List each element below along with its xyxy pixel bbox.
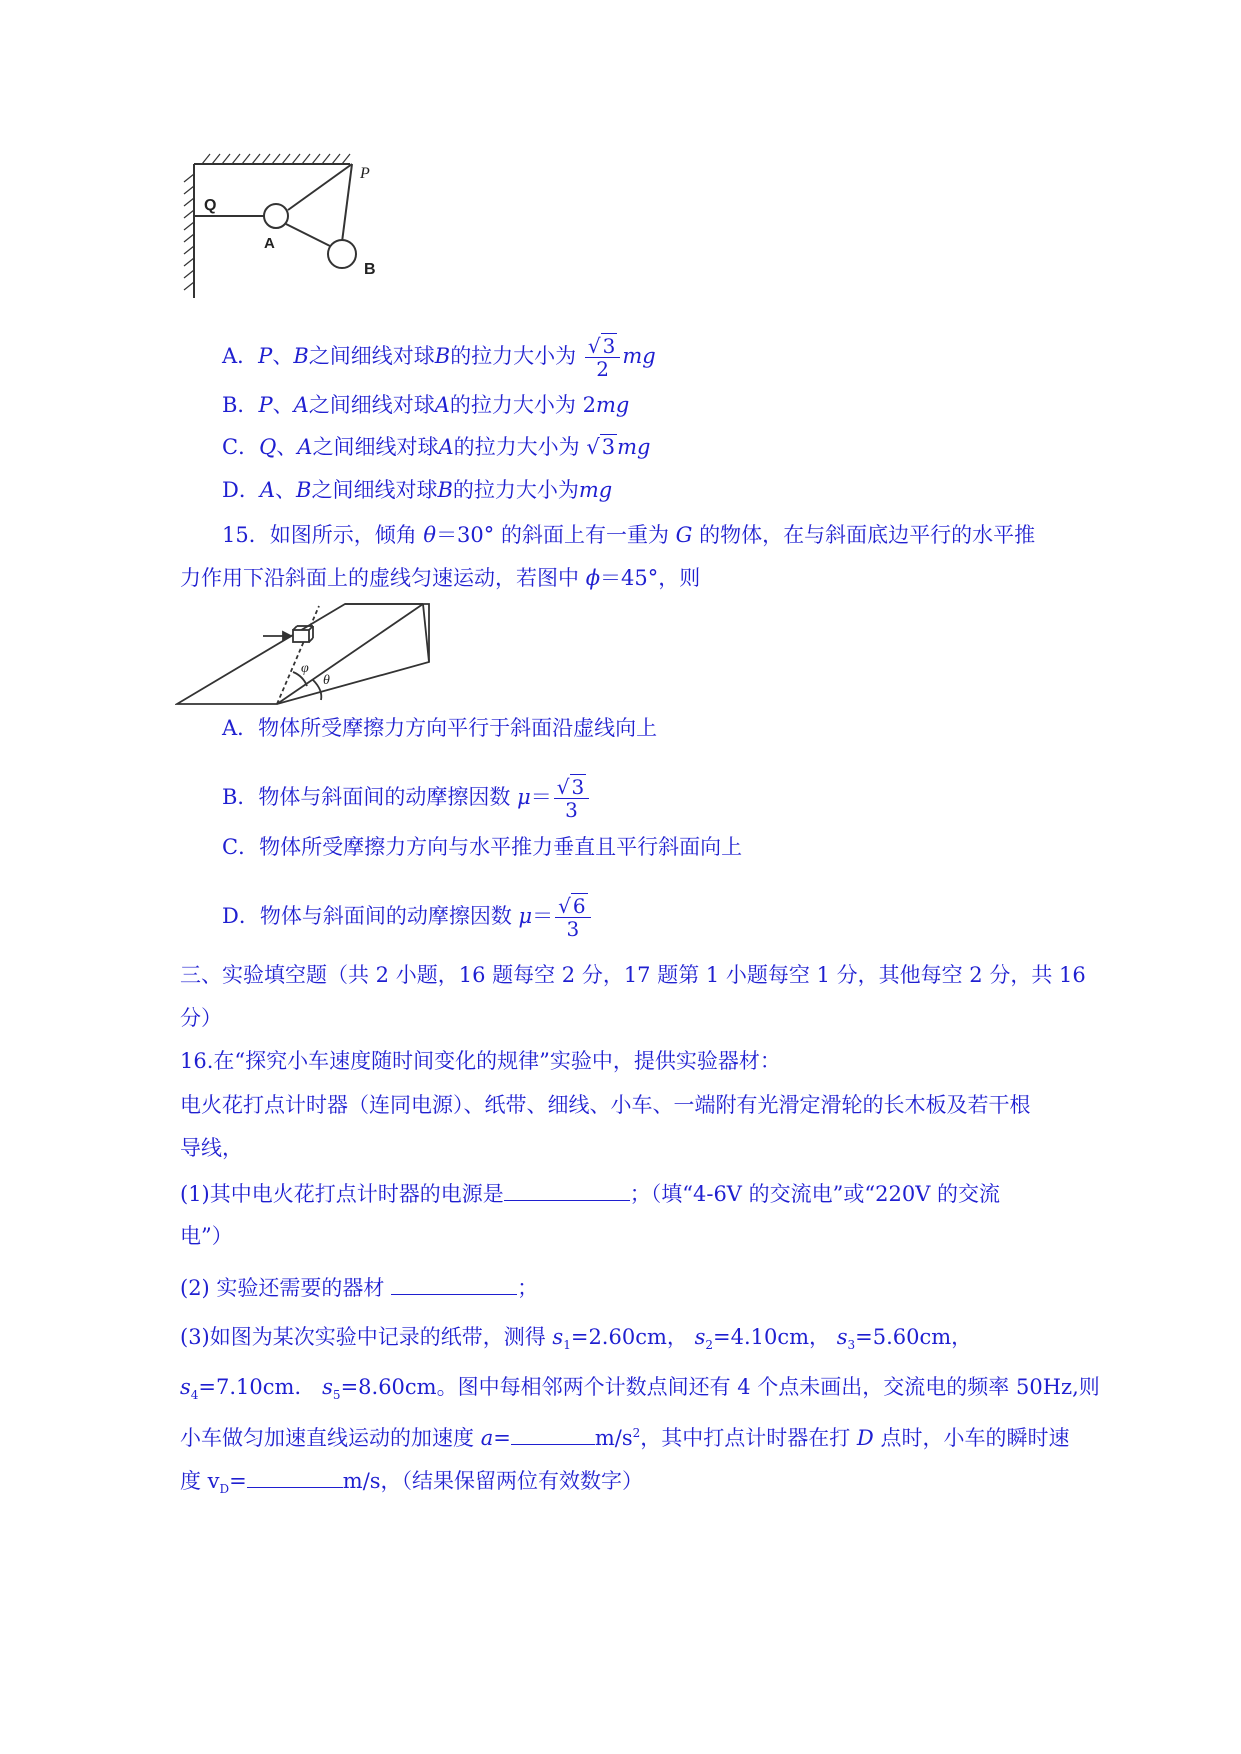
q15-option-d: D．物体与斜面间的动摩擦因数 μ＝ $\frac{√ 6}{3}$ <box>222 895 593 940</box>
ball-b <box>328 240 356 268</box>
q16-line2: 电火花打点计时器（连同电源）、纸带、细线、小车、一端附有光滑定滑轮的长木板及若干根 <box>180 1093 1031 1117</box>
q14-option-a: A．P、B之间细线对球B的拉力大小为 $\frac{√ 3}{2}$ mg <box>222 334 656 381</box>
q16-line3: 导线， <box>180 1136 243 1160</box>
figure-incline <box>175 600 445 712</box>
q14-a-fraction: $\frac{√ 3}{2}$ <box>585 335 620 380</box>
answer-blank-velocity[interactable] <box>247 1465 343 1488</box>
q16-part3-velocity: 度 $v_D= m/s$，（结果保留两位有效数字） <box>180 1465 643 1504</box>
fig2-theta: θ <box>323 673 330 688</box>
q15-stem-line2: 力作用下沿斜面上的虚线匀速运动，若图中 ϕ＝45°，则 <box>180 566 701 590</box>
q15-d-fraction: $\frac{√ 6}{3}$ <box>555 895 590 940</box>
q14-option-d: D．A、B之间细线对球B的拉力大小为mg <box>222 478 613 502</box>
block <box>293 630 309 642</box>
answer-blank-2[interactable] <box>391 1272 517 1295</box>
q16-line1: 16.在“探究小车速度随时间变化的规律”实验中，提供实验器材： <box>180 1049 781 1073</box>
q16-part3-cont: $s_4=7.10cm$． $s_5=8.60cm$。图中每相邻两个计数点间还有 4 个点未画出，交流电的频率 50Hz,则 <box>180 1375 1100 1403</box>
q16-part3: (3)如图为某次实验中记录的纸带，测得 $s_1=2.60cm$， $s_2=4.10cm$， $s_3=5.60cm$， <box>180 1325 973 1353</box>
q14-option-c: C．Q、A之间细线对球A的拉力大小为 √3mg <box>222 435 651 459</box>
q15-stem-line1: 15．如图所示，倾角 θ＝30° 的斜面上有一重为 G 的物体，在与斜面底边平行的水平推 <box>222 523 1036 547</box>
section3-heading-line1: 三、实验填空题（共 2 小题，16 题每空 2 分，17 题第 1 小题每空 1 分，其他每空 2 分，共 16 <box>180 963 1086 987</box>
figure-hanging-balls <box>180 150 400 300</box>
answer-blank-accel[interactable] <box>511 1422 595 1445</box>
q14-option-b: B．P、A之间细线对球A的拉力大小为 2mg <box>222 393 630 417</box>
q16-part2: (2) 实验还需要的器材 ； <box>180 1272 538 1303</box>
section3-heading-line2: 分） <box>180 1006 222 1030</box>
q16-part1: (1)其中电火花打点计时器的电源是 ；（填“4-6V 的交流电”或“220V 的交流 <box>180 1178 1000 1209</box>
ball-a <box>264 204 288 228</box>
q14-c-sqrt: √3 <box>586 435 616 459</box>
q15-option-b: B．物体与斜面间的动摩擦因数 μ＝ $\frac{√ 3}{3}$ <box>222 776 591 821</box>
q15-b-fraction: $\frac{√ 3}{3}$ <box>554 776 589 821</box>
answer-blank-1[interactable] <box>504 1178 630 1201</box>
fig1-label-b: B <box>364 261 376 278</box>
q16-part3-accel: 小车做匀加速直线运动的加速度 $a= m/s^2$，其中打点计时器在打 D 点时，小车的瞬时速 <box>180 1418 1069 1453</box>
fig1-label-q: Q <box>204 197 217 214</box>
fig2-phi: φ <box>301 661 309 676</box>
fig1-label-a: A <box>264 235 275 252</box>
q16-part1-cont: 电”） <box>180 1224 233 1248</box>
q15-option-c: C．物体所受摩擦力方向与水平推力垂直且平行斜面向上 <box>222 835 743 859</box>
fig1-label-p: P <box>360 165 370 182</box>
q15-option-a: A．物体所受摩擦力方向平行于斜面沿虚线向上 <box>222 716 658 740</box>
